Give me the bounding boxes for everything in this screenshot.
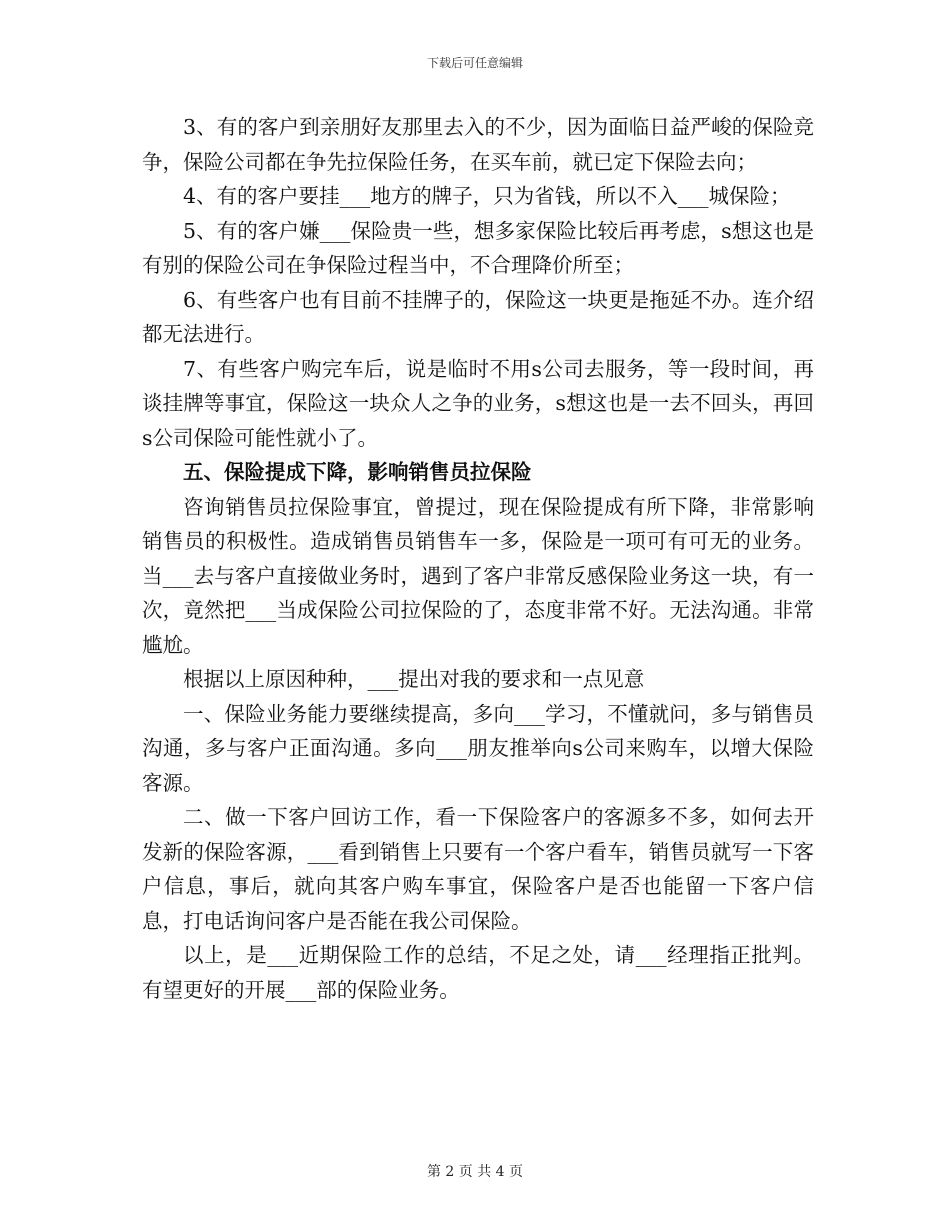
paragraph-suggestion-2: 二、做一下客户回访工作，看一下保险客户的客源多不多，如何去开发新的保险客源，___看到销售上只要有一个客户看车，销售员就写一下客户信息，事后，就向其客户购车事宜，保险客户是否也能留一下客户信息，打电话询问客户是否能在我公司保险。 [142, 805, 814, 933]
paragraph-item-7: 7、有些客户购完车后，说是临时不用s公司去服务，等一段时间，再谈挂牌等事宜，保险这一块众人之争的业务，s想这也是一去不回头，再回s公司保险可能性就小了。 [142, 356, 814, 450]
page-footer: 第 2 页 共 4 页 [426, 1164, 524, 1180]
section-heading: 五、保险提成下降，影响销售员拉保险 [183, 460, 532, 484]
paragraph-suggestion-1: 一、保险业务能力要继续提高，多向___学习，不懂就问，多与销售员沟通，多与客户正面沟通。多向___朋友推举向s公司来购车，以增大保险客源。 [142, 701, 814, 795]
paragraph-item-3: 3、有的客户到亲朋好友那里去入的不少，因为面临日益严峻的保险竞争，保险公司都在争先拉保险任务，在买车前，就已定下保险去向； [142, 115, 814, 174]
paragraph-consultation: 咨询销售员拉保险事宜，曾提过，现在保险提成有所下降，非常影响销售员的积极性。造成销售员销售车一多，保险是一项可有可无的业务。当___去与客户直接做业务时，遇到了客户非常反感保险业务这一块，有一次，竟然把___当成保险公司拉保险的了，态度非常不好。无法沟通。非常尴尬。 [142, 494, 814, 657]
paragraph-conclusion: 以上，是___近期保险工作的总结，不足之处，请___经理指正批判。有望更好的开展___部的保险业务。 [142, 943, 814, 1002]
document-body [142, 110, 814, 1007]
paragraph-item-4: 4、有的客户要挂___地方的牌子，只为省钱，所以不入___城保险； [183, 184, 791, 208]
page-header: 下载后可任意编辑 [426, 56, 523, 70]
paragraph-reasons: 根据以上原因种种，___提出对我的要求和一点见意 [183, 667, 645, 691]
paragraph-item-5: 5、有的客户嫌___保险贵一些，想多家保险比较后再考虑，s想这也是有别的保险公司在争保险过程当中，不合理降价所至； [142, 218, 814, 277]
paragraph-item-6: 6、有些客户也有目前不挂牌子的，保险这一块更是拖延不办。连介绍都无法进行。 [142, 287, 814, 346]
